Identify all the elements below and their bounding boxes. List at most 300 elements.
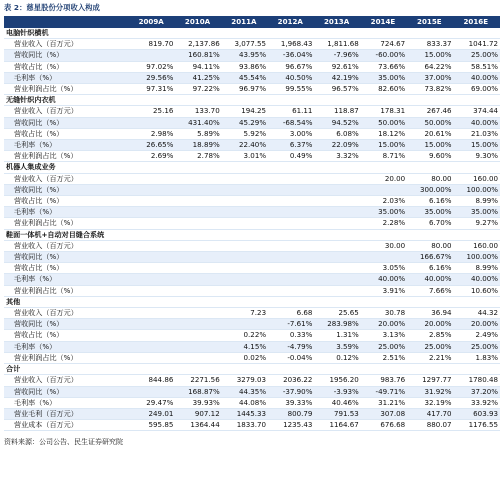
table-cell [129,386,175,397]
table-cell: 7.23 [222,308,268,319]
table-cell: 4.15% [222,341,268,352]
table-row [4,39,500,50]
table-cell: 7.66% [407,285,453,296]
table-cell: 69.00% [454,84,500,95]
table-cell: 41.25% [175,72,221,83]
table-cell: 844.86 [129,375,175,386]
table-row [4,196,500,207]
table-cell: 25.00% [361,341,407,352]
table-cell [129,352,175,363]
table-cell [129,330,175,341]
table-cell [129,341,175,352]
table-cell [129,319,175,330]
row-label: 营业毛利（百万元） [4,408,129,419]
section-title: 电脑针织横机 [4,28,500,39]
table-cell [175,240,221,251]
table-row [4,319,500,330]
table-cell: 2.98% [129,128,175,139]
table-cell: 40.00% [361,274,407,285]
table-cell: 30.00 [361,240,407,251]
table-cell: 595.85 [129,420,175,431]
table-cell [129,218,175,229]
table-cell [268,184,314,195]
column-header: 2016E [454,16,500,28]
table-cell: 3.91% [361,285,407,296]
table-cell: 307.08 [361,408,407,419]
table-header-row [4,16,500,28]
table-cell: 25.65 [314,308,360,319]
table-cell [314,263,360,274]
table-row [4,184,500,195]
table-cell: 0.22% [222,330,268,341]
table-cell: 82.60% [361,84,407,95]
table-cell: 833.37 [407,39,453,50]
row-label: 毛利率（%） [4,207,129,218]
table-cell: 3279.03 [222,375,268,386]
table-cell: -0.04% [268,352,314,363]
row-label: 营收同比（%） [4,252,129,263]
table-cell: 97.02% [129,61,175,72]
row-label: 毛利率（%） [4,140,129,151]
table-row [4,285,500,296]
table-cell [222,252,268,263]
table-cell: 160.81% [175,50,221,61]
table-cell: -37.90% [268,386,314,397]
row-label: 营业利润占比（%） [4,285,129,296]
table-cell: 42.19% [314,72,360,83]
table-cell: 61.11 [268,106,314,117]
table-cell: 20.00 [361,173,407,184]
table-cell: 160.00 [454,173,500,184]
table-cell: 1.83% [454,352,500,363]
table-cell: 431.40% [175,117,221,128]
table-cell: 40.00% [407,274,453,285]
table-cell: 32.19% [407,397,453,408]
table-cell [268,196,314,207]
table-cell: 99.55% [268,84,314,95]
table-cell: 40.00% [454,117,500,128]
table-cell: 283.98% [314,319,360,330]
table-cell [175,218,221,229]
row-label: 营业收入（百万元） [4,308,129,319]
table-cell: 43.95% [222,50,268,61]
table-cell: 1833.70 [222,420,268,431]
table-cell: 0.12% [314,352,360,363]
table-cell: 1,811.68 [314,39,360,50]
table-cell: 603.93 [454,408,500,419]
table-cell [175,274,221,285]
table-cell [222,319,268,330]
table-body [4,16,500,431]
table-cell: 31.21% [361,397,407,408]
table-cell: 300.00% [407,184,453,195]
table-cell [268,240,314,251]
table-cell: 25.00% [454,341,500,352]
table-cell [222,218,268,229]
table-cell: 73.82% [407,84,453,95]
table-cell [314,184,360,195]
table-cell [268,173,314,184]
table-cell: 45.29% [222,117,268,128]
table-cell [129,252,175,263]
row-label: 营业利润占比（%） [4,352,129,363]
table-cell: 1445.33 [222,408,268,419]
table-cell [129,207,175,218]
table-cell: 1,968.43 [268,39,314,50]
table-cell: 3.01% [222,151,268,162]
table-cell: 9.27% [454,218,500,229]
table-cell [129,196,175,207]
table-cell: 1780.48 [454,375,500,386]
column-header: 2012A [268,16,314,28]
section-header-row [4,162,500,173]
table-row [4,252,500,263]
table-row [4,352,500,363]
column-header: 2013A [314,16,360,28]
table-cell: 100.00% [454,252,500,263]
row-label: 营业成本（百万元） [4,420,129,431]
table-cell [268,218,314,229]
table-cell: 819.70 [129,39,175,50]
row-label: 营收占比（%） [4,128,129,139]
table-cell: 6.68 [268,308,314,319]
table-cell [129,240,175,251]
table-cell [222,196,268,207]
table-cell: 96.97% [222,84,268,95]
table-cell [175,263,221,274]
table-row [4,330,500,341]
row-label: 营收同比（%） [4,50,129,61]
table-cell: 29.47% [129,397,175,408]
row-label: 营业利润占比（%） [4,218,129,229]
row-label: 毛利率（%） [4,397,129,408]
table-cell: 2.51% [361,352,407,363]
table-cell: 96.57% [314,84,360,95]
table-row [4,61,500,72]
table-cell: 1956.20 [314,375,360,386]
table-cell: -68.54% [268,117,314,128]
table-cell: 40.50% [268,72,314,83]
row-label: 营业利润占比（%） [4,151,129,162]
table-row [4,408,500,419]
table-cell [175,196,221,207]
table-cell: 2271.56 [175,375,221,386]
table-row [4,84,500,95]
table-cell: 44.32 [454,308,500,319]
row-label: 营业收入（百万元） [4,240,129,251]
table-row [4,106,500,117]
table-cell: 25.16 [129,106,175,117]
table-cell: 45.54% [222,72,268,83]
table-row [4,128,500,139]
table-cell: 35.00% [361,207,407,218]
table-cell: 267.46 [407,106,453,117]
table-cell: 100.00% [454,184,500,195]
table-cell: 8.71% [361,151,407,162]
row-label: 营收占比（%） [4,263,129,274]
table-cell: 96.67% [268,61,314,72]
table-cell: 40.00% [454,72,500,83]
row-label: 营业收入（百万元） [4,173,129,184]
table-cell: 907.12 [175,408,221,419]
table-cell: 1176.55 [454,420,500,431]
table-cell [129,173,175,184]
table-cell: 417.70 [407,408,453,419]
table-cell: 5.89% [175,128,221,139]
table-cell: 35.00% [407,207,453,218]
row-label: 毛利率（%） [4,72,129,83]
table-row [4,274,500,285]
table-cell: 1364.44 [175,420,221,431]
table-cell [268,207,314,218]
table-cell [175,184,221,195]
table-cell: 166.67% [407,252,453,263]
row-label: 营业收入（百万元） [4,39,129,50]
row-label: 营业收入（百万元） [4,106,129,117]
column-header: 2015E [407,16,453,28]
table-cell: 0.02% [222,352,268,363]
table-cell: 30.78 [361,308,407,319]
table-row [4,420,500,431]
table-cell: -7.96% [314,50,360,61]
table-cell: 160.00 [454,240,500,251]
table-cell [222,207,268,218]
table-cell: 9.30% [454,151,500,162]
table-cell: 80.00 [407,240,453,251]
table-cell: 20.61% [407,128,453,139]
table-cell: 133.70 [175,106,221,117]
table-row [4,117,500,128]
table-cell: 35.00% [454,207,500,218]
table-cell: 15.00% [407,50,453,61]
table-cell: 6.70% [407,218,453,229]
section-title: 其他 [4,296,500,307]
table-cell: 44.08% [222,397,268,408]
table-cell: 3.00% [268,128,314,139]
table-cell: -3.93% [314,386,360,397]
row-label: 营业利润占比（%） [4,84,129,95]
table-cell: 20.00% [361,319,407,330]
table-cell: 6.08% [314,128,360,139]
table-cell: 5.92% [222,128,268,139]
table-row [4,207,500,218]
table-title: 表 2：慈星股份分项收入构成 [4,3,100,12]
table-cell [175,207,221,218]
row-label: 营收同比（%） [4,117,129,128]
table-cell: 9.60% [407,151,453,162]
table-cell [129,117,175,128]
row-label: 毛利率（%） [4,274,129,285]
table-cell: 40.00% [454,274,500,285]
table-cell: 22.09% [314,140,360,151]
table-cell: -4.79% [268,341,314,352]
table-cell: 21.03% [454,128,500,139]
table-cell [268,274,314,285]
table-cell: 97.22% [175,84,221,95]
table-cell [222,274,268,285]
table-cell: 800.79 [268,408,314,419]
table-cell: 3.59% [314,341,360,352]
table-row [4,263,500,274]
table-cell [129,184,175,195]
row-label: 营收占比（%） [4,330,129,341]
row-label: 营收同比（%） [4,184,129,195]
column-header: 2011A [222,16,268,28]
section-header-row [4,296,500,307]
table-cell: 8.99% [454,196,500,207]
source-note: 资料来源：公司公告、民生证券研究院 [4,438,123,447]
table-row [4,50,500,61]
table-row [4,386,500,397]
table-cell: 3.32% [314,151,360,162]
table-row [4,341,500,352]
row-label: 营收占比（%） [4,196,129,207]
table-cell [314,252,360,263]
table-cell: 73.66% [361,61,407,72]
table-cell: 1164.67 [314,420,360,431]
section-title: 机器人集成业务 [4,162,500,173]
table-cell [361,184,407,195]
table-cell: 118.87 [314,106,360,117]
table-cell [314,196,360,207]
table-cell: 6.16% [407,196,453,207]
section-header-row [4,28,500,39]
table-cell [314,207,360,218]
section-header-row [4,95,500,106]
table-cell [222,173,268,184]
column-header: 2014E [361,16,407,28]
section-title: 鞋面一体机+自动对目缝合系统 [4,229,500,240]
table-cell: 0.49% [268,151,314,162]
table-cell: 8.99% [454,263,500,274]
table-cell: 37.00% [407,72,453,83]
table-cell: 22.40% [222,140,268,151]
table-cell: 6.16% [407,263,453,274]
table-cell: 58.51% [454,61,500,72]
table-cell [175,319,221,330]
table-cell [175,352,221,363]
table-cell: 15.00% [407,140,453,151]
table-row [4,173,500,184]
table-cell: 1041.72 [454,39,500,50]
table-cell: 178.31 [361,106,407,117]
table-cell: 39.33% [268,397,314,408]
table-cell [314,274,360,285]
table-cell [129,308,175,319]
table-cell [314,218,360,229]
table-cell: 2.21% [407,352,453,363]
table-cell: 3,077.55 [222,39,268,50]
table-cell: 94.52% [314,117,360,128]
row-label: 毛利率（%） [4,341,129,352]
table-row [4,375,500,386]
table-cell: 15.00% [361,140,407,151]
table-cell: 374.44 [454,106,500,117]
row-label: 营收同比（%） [4,386,129,397]
table-cell [314,285,360,296]
table-cell: 2.49% [454,330,500,341]
table-cell: 2.28% [361,218,407,229]
table-cell: 25.00% [454,50,500,61]
row-label: 营收占比（%） [4,61,129,72]
table-cell [268,252,314,263]
table-cell: 168.87% [175,386,221,397]
table-row [4,308,500,319]
section-title: 无缝针织内衣机 [4,95,500,106]
table-cell: 3.05% [361,263,407,274]
table-cell: 97.31% [129,84,175,95]
table-cell: 2,137.86 [175,39,221,50]
table-cell [268,285,314,296]
table-cell: 29.56% [129,72,175,83]
table-cell: 92.61% [314,61,360,72]
table-cell: -60.00% [361,50,407,61]
revenue-breakdown-table [4,16,500,431]
table-cell: 1297.77 [407,375,453,386]
table-cell: 6.37% [268,140,314,151]
table-cell: 25.00% [407,341,453,352]
table-cell: 37.20% [454,386,500,397]
table-cell: 50.00% [407,117,453,128]
table-row [4,140,500,151]
table-row [4,218,500,229]
table-cell: -49.71% [361,386,407,397]
table-cell [222,285,268,296]
table-cell: 2036.22 [268,375,314,386]
table-cell: 2.78% [175,151,221,162]
column-header [4,16,129,28]
table-cell [268,263,314,274]
table-cell: 80.00 [407,173,453,184]
table-cell: -7.61% [268,319,314,330]
table-cell [314,173,360,184]
table-cell [175,341,221,352]
table-cell: 10.60% [454,285,500,296]
table-cell: 15.00% [454,140,500,151]
section-header-row [4,229,500,240]
table-row [4,397,500,408]
table-cell: 26.65% [129,140,175,151]
table-cell: 50.00% [361,117,407,128]
table-cell: 44.35% [222,386,268,397]
section-header-row [4,364,500,375]
table-cell [175,173,221,184]
table-cell [175,308,221,319]
table-cell [129,50,175,61]
table-cell: 31.92% [407,386,453,397]
table-cell [175,285,221,296]
table-cell: 2.03% [361,196,407,207]
table-cell: 20.00% [454,319,500,330]
table-cell: 18.89% [175,140,221,151]
table-cell: 983.76 [361,375,407,386]
table-cell: 194.25 [222,106,268,117]
table-cell: 20.00% [407,319,453,330]
table-cell: 35.00% [361,72,407,83]
table-cell [175,330,221,341]
table-cell [129,263,175,274]
table-cell [222,184,268,195]
column-header: 2010A [175,16,221,28]
table-cell: 880.07 [407,420,453,431]
table-cell [222,240,268,251]
table-cell: 791.53 [314,408,360,419]
table-cell: 1.31% [314,330,360,341]
section-title: 合计 [4,364,500,375]
table-cell: 94.11% [175,61,221,72]
table-cell: 0.33% [268,330,314,341]
table-cell: 1235.43 [268,420,314,431]
